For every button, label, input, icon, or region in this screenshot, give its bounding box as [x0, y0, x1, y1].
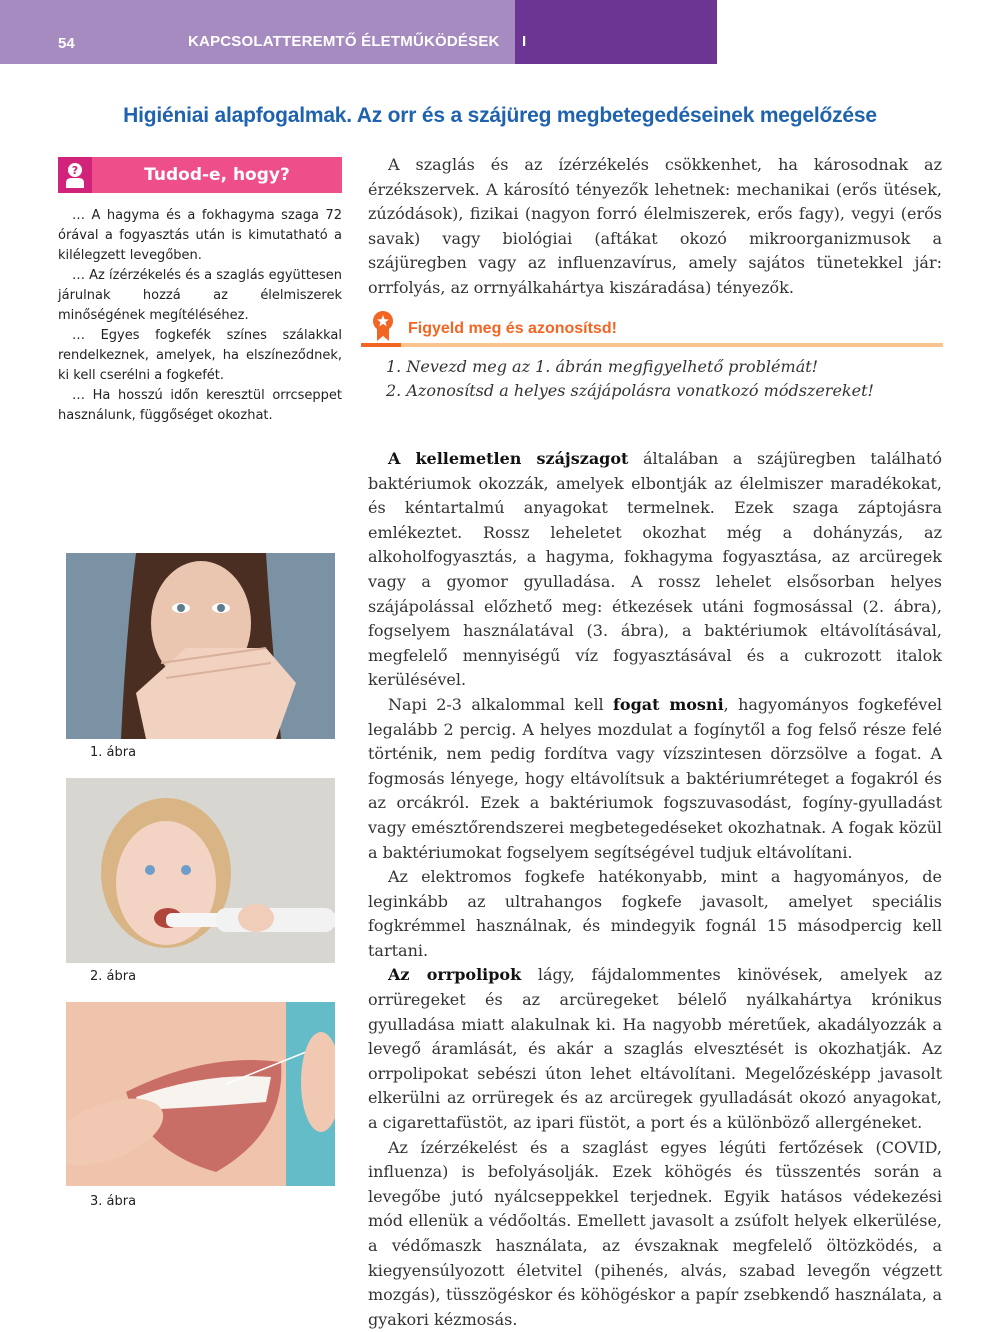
body-text — [368, 447, 942, 1332]
person-question-icon — [58, 157, 92, 193]
chapter-title: KAPCSOLATTEREMTŐ ÉLETMŰKÖDÉSEK — [188, 33, 500, 50]
paragraph-bad-breath: A kellemetlen szájszagot általában a szájüregben található baktériumok okozzák, amelyek elbontják az élelmiszer maradékokat, és kéntartalmú anyagokat termelnek. Ezek szaga záptojásra emlékeztet. Rossz leheletet okozhat még a dohányzás, az alkoholfogyasztás, a hagyma, fokhagyma fogyasztása, az arcüregek vagy a gyomor gyulladása. A rossz lehelet elsősorban helyes szájápolással előzhető meg: étkezések utáni fogmosással (2. ábra), fogselyem használatával (3. ábra), a baktériumok eltávolításával, megfelelő mennyiségű víz fogyasztásával és a cukrozott italok kerülésével. — [368, 449, 942, 690]
term-tooth-brushing: fogat mosni — [613, 694, 724, 714]
observe-divider-accent — [361, 343, 401, 347]
page-title: Higiéniai alapfogalmak. Az orr és a szájüreg megbetegedéseinek megelőzése — [123, 104, 877, 127]
tip-item: … Ha hosszú időn keresztül orrcseppet használunk, függőséget okozhat. — [58, 388, 342, 423]
header-band — [0, 0, 515, 64]
intro-section — [368, 153, 942, 301]
paragraph-nasal-polyps: Az orrpolipok lágy, fájdalommentes kinövések, amelyek az orrüregeket és az arcüregeket bélelő nyálkahártya krónikus gyulladása miatt alakulnak ki. Ha nagyobb méretűek, akadályozzák a levegő áramlását, és akár a szaglás elvesztését is okozhatják. Az orrpolipokat sebészi úton lehet eltávolítani. Megelőzésképp javasolt elkerülni az orrüregek és az arcüregek gyulladását okozó anyagokat, a cigarettafüstöt, az ipari füstöt, a port és a különböző allergéneket. — [368, 965, 942, 1133]
figure-2-image — [66, 778, 335, 963]
tip-box-heading: Tudod-e, hogy? — [92, 157, 342, 193]
header-band-accent — [515, 0, 717, 64]
tip-box-content — [58, 206, 342, 426]
svg-text:?: ? — [71, 164, 79, 177]
figure-1-image — [66, 553, 335, 739]
observe-task: 1. Nevezd meg az 1. ábrán megfigyelhető problémát! — [386, 357, 819, 376]
page-number: 54 — [58, 35, 75, 52]
observe-box-heading: Figyeld meg és azonosítsd! — [408, 319, 617, 337]
observe-box-header — [372, 311, 617, 346]
intro-paragraph: A szaglás és az ízérzékelés csökkenhet, ha károsodnak az érzékszervek. A károsító tényezők lehetnek: mechanikai (erős ütések, zúzódások), fizikai (nagyon forró élelmiszerek, erős fagy), vegyi (erős savak) vagy biológiai (aftákat okozó mikroorganizmusok a szájüregben vagy az influenzavírus, amely sajátos tünetekkel jár: orrfolyás, az orrnyálkahártya kiszáradása) tényezők. — [368, 155, 942, 297]
figure-3-caption: 3. ábra — [90, 1194, 137, 1209]
observe-task-list — [386, 355, 874, 403]
paragraph-respiratory-infections: Az ízérzékelést és a szaglást egyes légúti fertőzések (COVID, influenza) is befolyásolják. Ezek köhögés és tüsszentés során a levegőbe jutó nyálcseppekkel terjednek. Egyik hatásos védekezési mód ellenük a védőoltás. Emellett javasolt a zsúfolt helyek elkerülése, a védőmaszk használata, az évszaknak megfelelő öltözködés, a kiegyensúlyozott életvitel (pihenés, alvás, szabad levegőn végzett mozgás), tüsszögéskor és köhögéskor a papír zsebkendő használata, a gyakori kézmosás. — [368, 1137, 942, 1329]
term-nasal-polyps: Az orrpolipok — [388, 965, 522, 985]
figure-2-caption: 2. ábra — [90, 969, 137, 984]
paragraph-tooth-brushing: Napi 2-3 alkalommal kell fogat mosni, hagyományos fogkefével legalább 2 percig. A helyes mozdulat a fogínytől a fog felső része felé történik, nem pedig fordítva vagy vízszintesen dörzsölve a fogat. A fogmosás lényege, hogy eltávolítsuk a baktériumréteget a fogakról és az orcákról. Ezek a baktériumok fogszuvasodást, fogíny-gyulladást vagy emésztőrendszerei megbetegedéseket okozhatnak. A fogak közül a baktériumokat fogselyem segítségével tudjuk eltávolítani. — [368, 694, 943, 862]
paragraph-electric-toothbrush: Az elektromos fogkefe hatékonyabb, mint a hagyományos, de leginkább az ultrahangos fogkefe javasolt, amelyet speciális fogkrémmel használnak, és mindegyik fognál 15 másodpercig kell tartani. — [368, 867, 942, 960]
tip-item: … A hagyma és a fokhagyma szaga 72 órával a fogyasztás után is kimutatható a kilélegzett levegőben. — [58, 208, 342, 263]
figure-3-image — [66, 1002, 335, 1186]
figure-1-caption: 1. ábra — [90, 745, 137, 760]
chapter-marker: I — [522, 33, 527, 50]
tip-box-header — [58, 157, 342, 193]
observe-divider — [401, 343, 943, 347]
tip-item: … Az ízérzékelés és a szaglás együttesen járulnak hozzá az élelmiszerek minőségének megítéléséhez. — [58, 268, 342, 323]
tip-item: … Egyes fogkefék színes szálakkal rendelkeznek, amelyek, ha elszíneződnek, ki kell cserélni a fogkefét. — [58, 328, 342, 383]
award-ribbon-icon — [372, 311, 394, 346]
observe-task: 2. Azonosítsd a helyes szájápolásra vonatkozó módszereket! — [386, 381, 874, 400]
term-bad-breath: A kellemetlen szájszagot — [388, 449, 629, 468]
